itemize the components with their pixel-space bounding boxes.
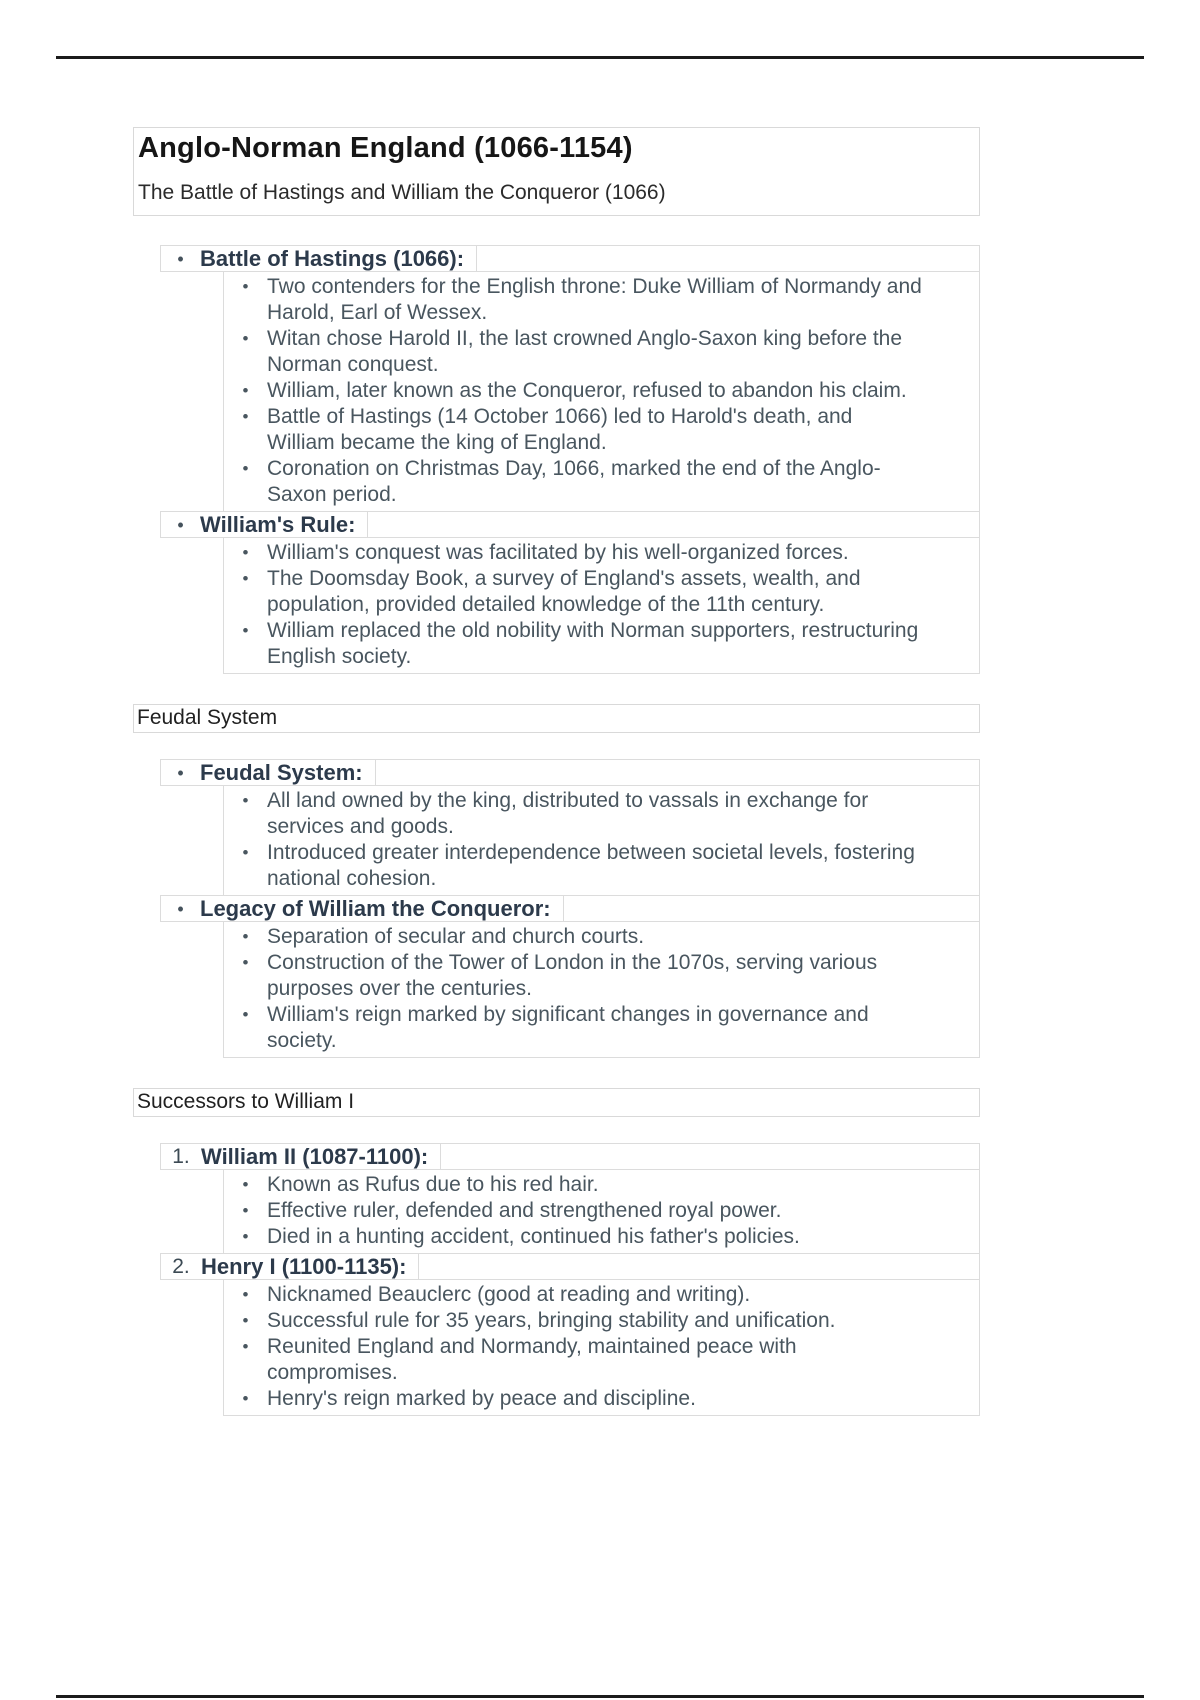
list-heading-box — [161, 246, 477, 271]
bullet-text: Died in a hunting accident, continued his father's policies. — [267, 1225, 800, 1248]
bottom-divider — [56, 1695, 1144, 1698]
list-heading-row — [160, 759, 980, 786]
bullet-icon: • — [242, 277, 249, 296]
bullet-text: Separation of secular and church courts. — [267, 925, 645, 948]
bullet-icon: • — [242, 1201, 249, 1220]
list-item — [224, 1308, 979, 1334]
bullet-icon: • — [242, 1389, 249, 1408]
bullet-text: Reunited England and Normandy, maintained peace with compromises. — [267, 1335, 797, 1384]
list-item — [224, 566, 979, 618]
list-item — [224, 1386, 979, 1412]
page-title: Anglo-Norman England (1066-1154) — [138, 132, 633, 164]
bullet-text: All land owned by the king, distributed to vassals in exchange for services and goods. — [267, 789, 869, 838]
list-item — [224, 378, 979, 404]
bullet-text: William replaced the old nobility with Norman supporters, restructuring English society. — [267, 619, 919, 668]
document-body — [133, 127, 980, 1416]
list-heading-row — [160, 511, 980, 538]
bullet-text: Nicknamed Beauclerc (good at reading and writing). — [267, 1283, 751, 1306]
sub-bullet-list — [223, 922, 980, 1058]
bullet-text: Henry's reign marked by peace and discipline. — [267, 1387, 696, 1410]
bullet-icon: • — [242, 621, 249, 640]
bullet-icon: • — [242, 927, 249, 946]
list-number: 2. — [172, 1254, 190, 1278]
list-item — [224, 274, 979, 326]
bullet-icon: • — [242, 543, 249, 562]
bullet-icon: • — [242, 791, 249, 810]
bullet-text: William's reign marked by significant changes in governance and society. — [267, 1003, 869, 1052]
list-item — [224, 1282, 979, 1308]
bullet-text: Battle of Hastings (14 October 1066) led to Harold's death, and William became the king of England. — [267, 405, 853, 454]
list-item — [224, 924, 979, 950]
sub-bullet-list — [223, 786, 980, 896]
bullet-icon: • — [242, 1311, 249, 1330]
bullet-icon: • — [242, 1337, 249, 1356]
bullet-icon: • — [242, 569, 249, 588]
list-heading-row — [160, 1143, 980, 1170]
bullet-text: The Doomsday Book, a survey of England's assets, wealth, and population, provided detailed knowledge of the 11th century. — [267, 567, 861, 616]
bullet-icon: • — [242, 1175, 249, 1194]
bullet-icon: • — [242, 329, 249, 348]
list-heading-row — [160, 245, 980, 272]
bullet-text: Construction of the Tower of London in the 1070s, serving various purposes over the centuries. — [267, 951, 878, 1000]
list-item — [224, 840, 979, 892]
bullet-text: Known as Rufus due to his red hair. — [267, 1173, 599, 1196]
subheading-text: Feudal System — [137, 706, 278, 729]
list-item — [224, 1334, 979, 1386]
list-heading-row — [160, 1253, 980, 1280]
list-item — [224, 540, 979, 566]
subheading-successors — [133, 1088, 980, 1117]
list-heading-box — [161, 1144, 441, 1169]
bullet-icon: • — [177, 248, 184, 269]
list-item — [224, 404, 979, 456]
list-heading-box — [161, 512, 368, 537]
list-item — [224, 1172, 979, 1198]
bullet-icon: • — [177, 514, 184, 535]
page-subtitle: The Battle of Hastings and William the Conqueror (1066) — [138, 181, 666, 204]
list-number: 1. — [172, 1144, 190, 1168]
bullet-icon: • — [242, 1227, 249, 1246]
bullet-icon: • — [242, 407, 249, 426]
subheading-feudal-system — [133, 704, 980, 733]
title-block — [133, 127, 980, 216]
bullet-text: Successful rule for 35 years, bringing stability and unification. — [267, 1309, 836, 1332]
section-heading: Legacy of William the Conqueror: — [200, 895, 551, 921]
bullet-icon: • — [242, 953, 249, 972]
bullet-text: William, later known as the Conqueror, refused to abandon his claim. — [267, 379, 907, 402]
list-item — [224, 618, 979, 670]
bullet-icon: • — [177, 762, 184, 783]
sub-bullet-list — [223, 1280, 980, 1416]
list-heading-box — [161, 760, 376, 785]
bullet-icon: • — [242, 843, 249, 862]
section-successors — [160, 1143, 980, 1416]
bullet-text: William's conquest was facilitated by his well-organized forces. — [267, 541, 849, 564]
bullet-icon: • — [177, 898, 184, 919]
list-item — [224, 950, 979, 1002]
list-item — [224, 1224, 979, 1250]
list-item — [224, 788, 979, 840]
list-item — [224, 456, 979, 508]
list-item — [224, 1198, 979, 1224]
section-heading: Battle of Hastings (1066): — [200, 245, 465, 271]
section-heading: William's Rule: — [200, 511, 356, 537]
section-heading: Feudal System: — [200, 759, 363, 785]
sub-bullet-list — [223, 1170, 980, 1254]
sub-bullet-list — [223, 538, 980, 674]
bullet-text: Effective ruler, defended and strengthened royal power. — [267, 1199, 782, 1222]
bullet-text: Two contenders for the English throne: Duke William of Normandy and Harold, Earl of Wessex. — [267, 275, 922, 324]
top-divider — [56, 56, 1144, 59]
bullet-icon: • — [242, 459, 249, 478]
sub-bullet-list — [223, 272, 980, 512]
subheading-text: Successors to William I — [137, 1090, 355, 1113]
list-heading-box — [161, 1254, 419, 1279]
bullet-icon: • — [242, 1285, 249, 1304]
section-feudal — [160, 759, 980, 1058]
section-heading: William II (1087-1100): — [201, 1143, 429, 1169]
list-item — [224, 1002, 979, 1054]
list-heading-row — [160, 895, 980, 922]
bullet-icon: • — [242, 1005, 249, 1024]
bullet-icon: • — [242, 381, 249, 400]
bullet-text: Witan chose Harold II, the last crowned Anglo-Saxon king before the Norman conquest. — [267, 327, 903, 376]
section-hastings — [160, 245, 980, 674]
list-heading-box — [161, 896, 564, 921]
section-heading: Henry I (1100-1135): — [201, 1253, 407, 1279]
bullet-text: Introduced greater interdependence between societal levels, fostering national cohesion. — [267, 841, 915, 890]
bullet-text: Coronation on Christmas Day, 1066, marked the end of the Anglo-Saxon period. — [267, 457, 881, 506]
list-item — [224, 326, 979, 378]
